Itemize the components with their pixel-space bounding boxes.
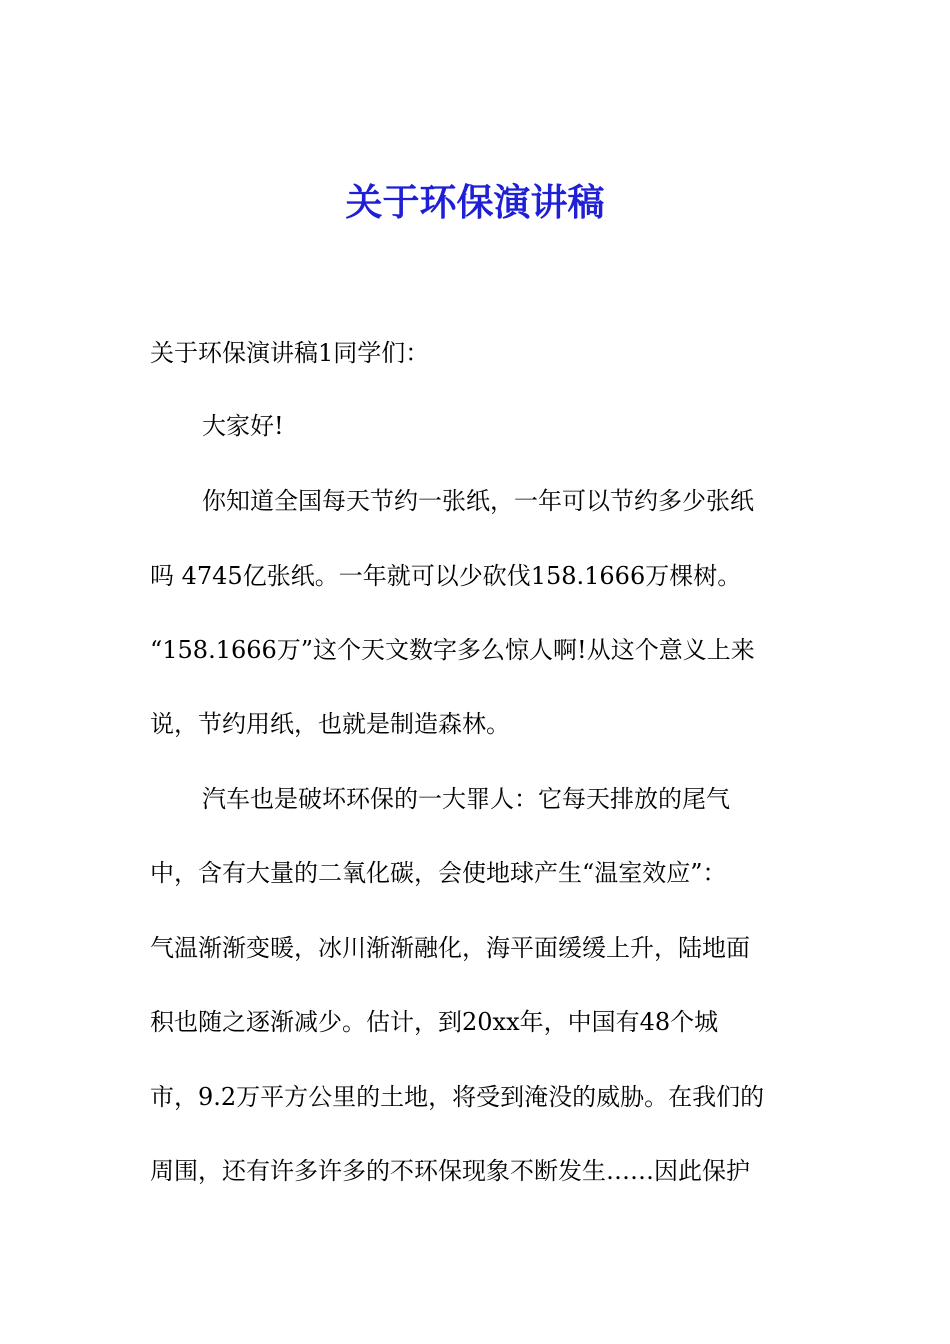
- paragraph-line: 中，含有大量的二氧化碳，会使地球产生“温室效应”：: [150, 859, 727, 887]
- paragraph-line: 汽车也是破坏环保的一大罪人：它每天排放的尾气: [202, 785, 730, 813]
- document-title: 关于环保演讲稿: [345, 180, 605, 224]
- salutation-line: 关于环保演讲稿1同学们：: [150, 339, 430, 367]
- paragraph-line: 你知道全国每天节约一张纸，一年可以节约多少张纸: [202, 487, 754, 515]
- greeting-line: 大家好!: [202, 412, 284, 440]
- paragraph-line: 吗 4745亿张纸。一年就可以少砍伐158.1666万棵树。: [150, 562, 742, 590]
- paragraph-line: 说，节约用纸，也就是制造森林。: [150, 710, 510, 738]
- paragraph-line: 积也随之逐渐减少。估计，到20xx年，中国有48个城: [150, 1008, 719, 1036]
- paragraph-line: “158.1666万”这个天文数字多么惊人啊!从这个意义上来: [150, 636, 755, 664]
- paragraph-line: 市，9.2万平方公里的土地，将受到淹没的威胁。在我们的: [150, 1083, 765, 1111]
- paragraph-line: 气温渐渐变暖，冰川渐渐融化，海平面缓缓上升，陆地面: [150, 934, 750, 962]
- paragraph-line: 周围，还有许多许多的不环保现象不断发生……因此保护: [150, 1157, 750, 1185]
